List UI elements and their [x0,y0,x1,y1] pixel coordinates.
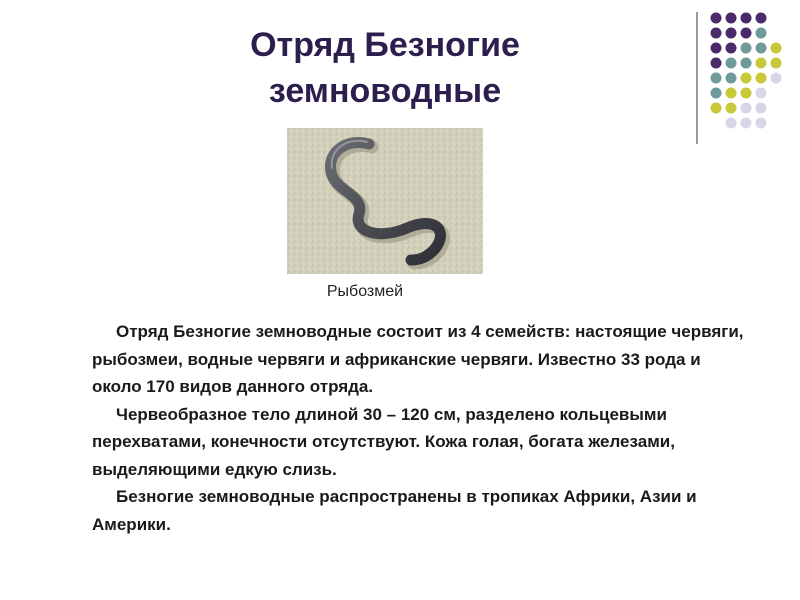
dot [756,13,767,24]
paragraph-1: Отряд Безногие земноводные состоит из 4 семейств: настоящие червяги, рыбозмеи, водные червяги и африканские червяги. Известно 33 рода и около 170 видов данного отряда. [92,322,744,396]
dot [726,43,737,54]
dot [741,73,752,84]
dot [711,13,722,24]
sand-background [287,128,483,274]
dot [756,58,767,69]
dot [711,58,722,69]
dot [771,58,782,69]
dot [726,73,737,84]
slide-title [150,22,620,114]
image-caption: Рыбозмей [326,283,404,300]
decorative-divider [696,12,698,144]
dot [756,103,767,114]
dot [741,13,752,24]
dot [726,88,737,99]
dot [726,118,737,129]
dot [756,28,767,39]
dot [741,88,752,99]
dot [741,118,752,129]
dot [741,103,752,114]
dot [711,103,722,114]
dot [711,73,722,84]
dot [756,118,767,129]
dot [741,28,752,39]
dot [771,43,782,54]
dot [711,43,722,54]
dot [726,13,737,24]
dot [726,58,737,69]
dot [756,43,767,54]
dot [711,88,722,99]
dot [741,58,752,69]
dot [741,43,752,54]
caecilian-photo [287,128,483,274]
dot [756,73,767,84]
dot [756,88,767,99]
dot [711,28,722,39]
title-line-2: земноводные [268,72,502,110]
dot [771,73,782,84]
description-text [92,318,752,538]
title-line-1: Отряд Безногие [250,26,520,64]
dot [726,28,737,39]
paragraph-3: Безногие земноводные распространены в тропиках Африки, Азии и Америки. [92,487,697,534]
paragraph-2: Червеобразное тело длиной 30 – 120 см, разделено кольцевыми перехватами, конечности отсутствуют. Кожа голая, богата железами, выделяющими едкую слизь. [92,404,675,479]
dot [726,103,737,114]
